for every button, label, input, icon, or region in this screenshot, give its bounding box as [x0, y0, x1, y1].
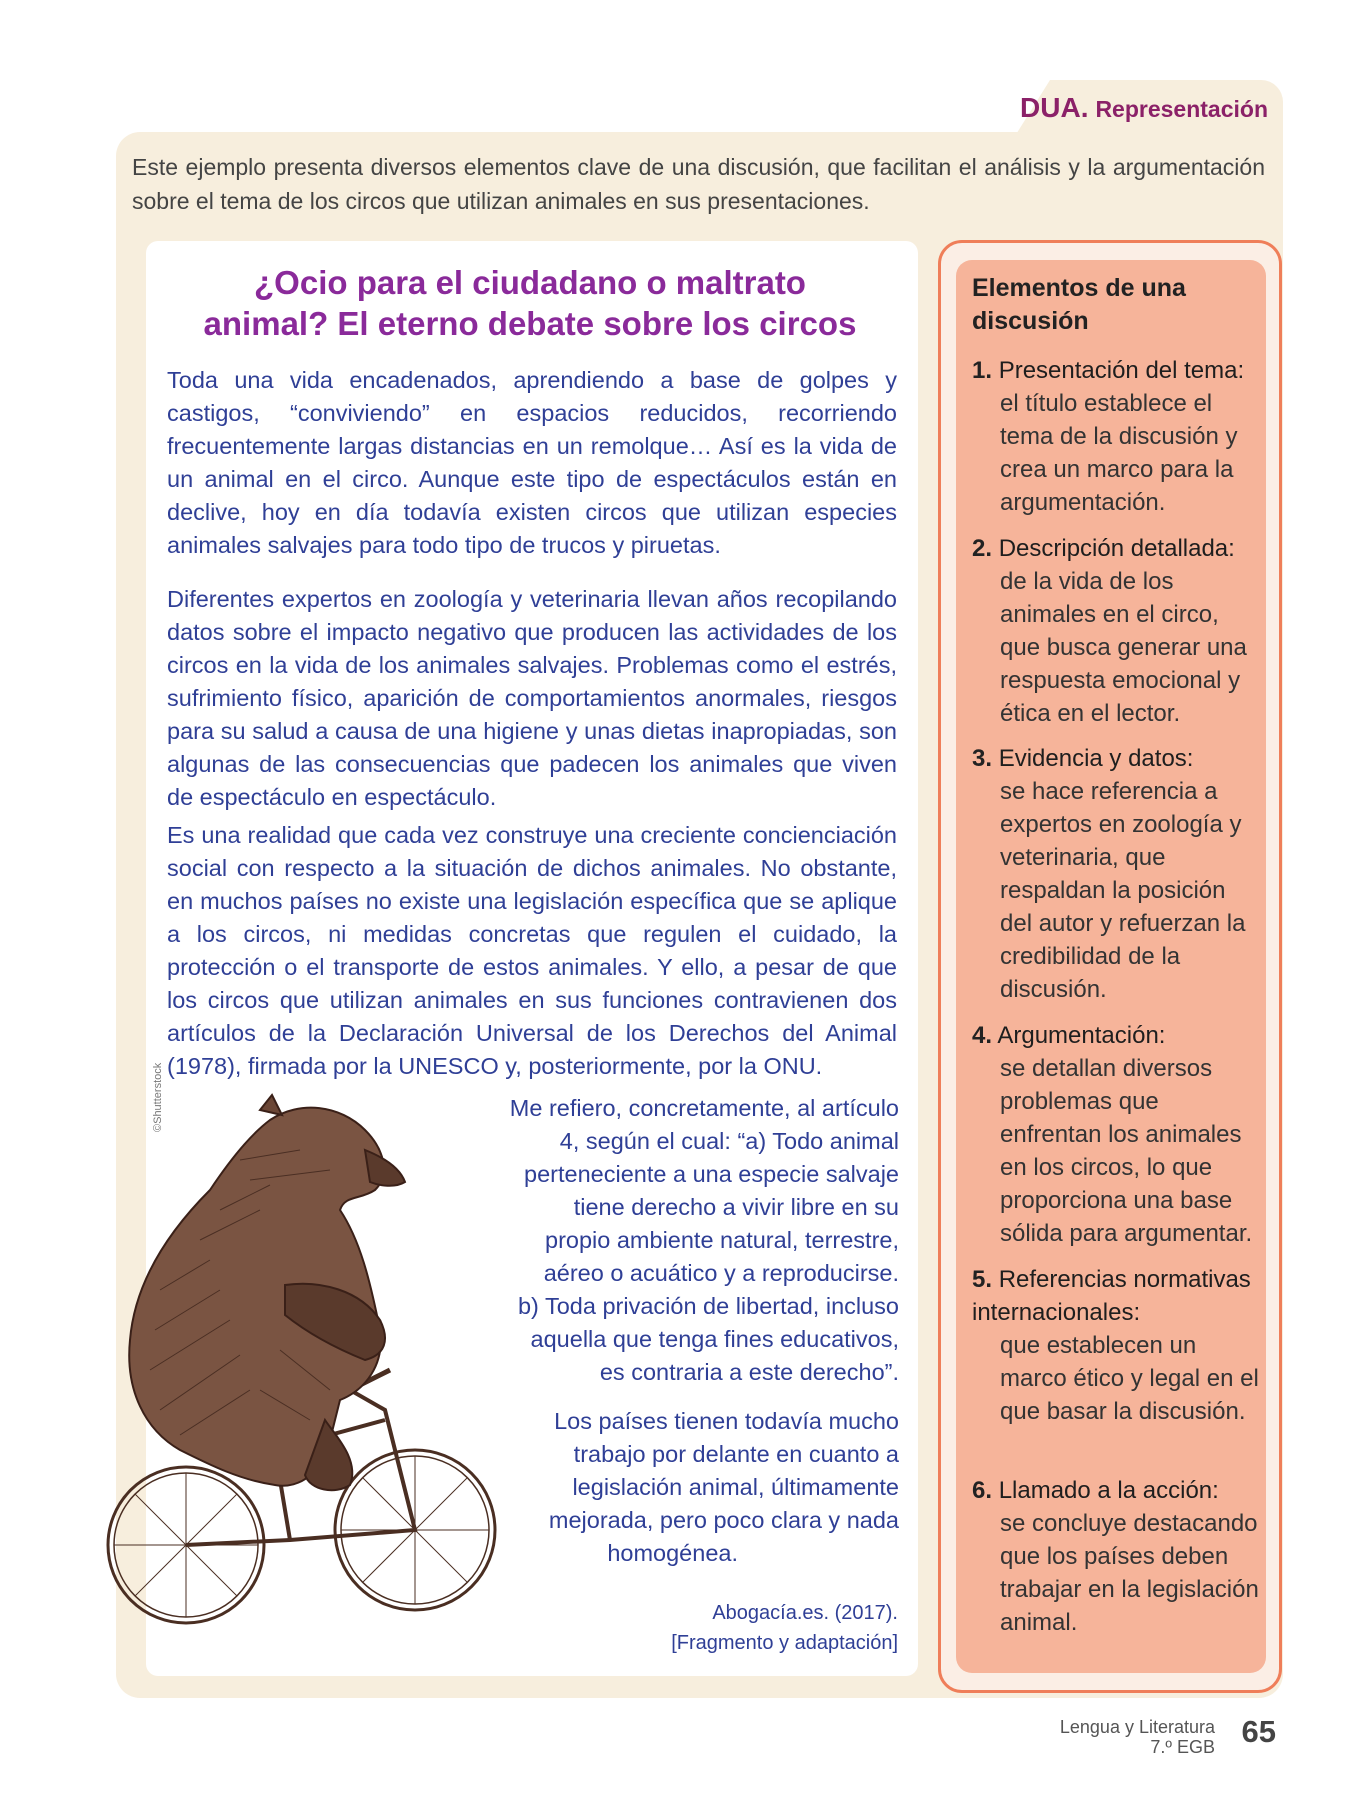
paragraph-4-line: 4, según el cual: “a) Todo animal	[559, 1128, 899, 1154]
item-heading: Presentación del tema:	[998, 357, 1245, 384]
article-title	[150, 262, 910, 344]
item-text: el título establece el tema de la discusión y crea un marco para la argumentación.	[1000, 390, 1238, 516]
article-paragraph-1: Toda una vida encadenados, aprendiendo a base de golpes y castigos, “conviviendo” en espacios reducidos, recorriendo frecuentemente largas distancias en un remolque… Así es la vida de un animal en el circo. Aunque este tipo de espectáculos están en declive, hoy en día todavía existen circos que utilizan especies animales salvajes para todo tipo de trucos y piruetas.	[167, 367, 897, 558]
paragraph-4-line: tiene derecho a vivir libre en su	[573, 1194, 899, 1220]
paragraph-5-line: homogénea.	[607, 1540, 738, 1566]
paragraph-5-line: Los países tienen todavía mucho	[554, 1408, 899, 1434]
sidebar-item-5	[972, 1263, 1262, 1428]
sidebar-title: Elementos de una discusión	[972, 274, 1186, 335]
dua-category: Representación	[1095, 96, 1268, 122]
sidebar-item-2	[972, 532, 1262, 730]
dua-label: DUA.	[1020, 92, 1089, 123]
item-heading: Argumentación:	[997, 1022, 1166, 1049]
paragraph-4-line: Me refiero, concretamente, al artículo	[509, 1095, 899, 1121]
item-number: 5.	[972, 1266, 993, 1293]
sidebar-item-3	[972, 742, 1262, 1006]
paragraph-4-line: aquella que tenga fines educativos,	[530, 1326, 899, 1352]
item-number: 6.	[972, 1477, 993, 1504]
item-text: de la vida de los animales en el circo, que busca generar una respuesta emocional y ética en el lector.	[1000, 568, 1247, 727]
article-paragraph-3: Es una realidad que cada vez construye una creciente concienciación social con respecto a la situación de dichos animales. No obstante, en muchos países no existe una legislación específica que se aplique a los circos, ni medidas concretas que regulen el cuidado, la protección o el transporte de estos animales. Y ello, a pesar de que los circos que utilizan animales en sus funciones contravienen dos artículos de la Declaración Universal de los Derechos del Animal (1978), firmada por la UNESCO y, posteriormente, por la ONU.	[167, 822, 897, 1079]
item-text: se hace referencia a expertos en zoología y veterinaria, que respaldan la posición del autor y refuerzan la credibilidad de la discusión.	[1000, 778, 1246, 1003]
sidebar-item-4	[972, 1019, 1262, 1250]
paragraph-5-line: legislación animal, últimamente	[572, 1474, 899, 1500]
footer-grade: 7.º EGB	[1150, 1737, 1215, 1757]
article-title-line-1: ¿Ocio para el ciudadano o maltrato	[254, 264, 806, 301]
item-text: se concluye destacando que los países deben trabajar en la legislación animal.	[1000, 1510, 1259, 1636]
image-credit: ©Shutterstock	[152, 1062, 164, 1132]
citation-note: [Fragmento y adaptación]	[671, 1632, 898, 1654]
paragraph-4-line: perteneciente a una especie salvaje	[524, 1161, 899, 1187]
item-heading: Descripción detallada:	[998, 535, 1235, 562]
sidebar-item-6	[972, 1474, 1262, 1639]
paragraph-4-line: b) Toda privación de libertad, incluso	[517, 1293, 899, 1319]
paragraph-4-line: propio ambiente natural, terrestre,	[545, 1227, 899, 1253]
paragraph-4-line: aéreo o acuático y a reproducirse.	[543, 1260, 899, 1286]
item-number: 4.	[972, 1022, 993, 1049]
bear-on-bicycle-illustration	[100, 1090, 520, 1650]
item-heading: Evidencia y datos:	[998, 745, 1194, 772]
footer-subject-name: Lengua y Literatura	[1059, 1717, 1215, 1737]
paragraph-5-line: trabajo por delante en cuanto a	[573, 1441, 899, 1467]
sidebar-item-1	[972, 354, 1262, 519]
item-text: que establecen un marco ético y legal en el que basar la discusión.	[1000, 1332, 1259, 1425]
footer-subject	[1060, 1717, 1215, 1757]
item-number: 3.	[972, 745, 993, 772]
dua-badge	[1020, 92, 1268, 124]
article-title-line-2: animal? El eterno debate sobre los circos	[203, 305, 857, 342]
intro-text: Este ejemplo presenta diversos elementos clave de una discusión, que facilitan el análisis y la argumentación sobre el tema de los circos que utilizan animales en sus presentaciones.	[132, 154, 1265, 214]
item-heading: Referencias normativas internacionales:	[972, 1266, 1251, 1326]
item-number: 2.	[972, 535, 993, 562]
citation-source: Abogacía.es. (2017).	[712, 1602, 898, 1624]
paragraph-4-line: es contraria a este derecho”.	[599, 1359, 899, 1385]
page-number: 65	[1241, 1714, 1276, 1749]
item-text: se detallan diversos problemas que enfrentan los animales en los circos, lo que proporciona una base sólida para argumentar.	[1000, 1055, 1253, 1247]
item-number: 1.	[972, 357, 993, 384]
item-heading: Llamado a la acción:	[998, 1477, 1219, 1504]
paragraph-5-line: mejorada, pero poco clara y nada	[548, 1507, 899, 1533]
article-paragraph-2: Diferentes expertos en zoología y veterinaria llevan años recopilando datos sobre el impacto negativo que producen las actividades de los circos en la vida de los animales salvajes. Problemas como el estrés, sufrimiento físico, aparición de comportamientos anormales, riesgos para su salud a causa de una higiene y unas dietas inapropiadas, son algunas de las consecuencias que padecen los animales que viven de espectáculo en espectáculo.	[167, 586, 897, 810]
